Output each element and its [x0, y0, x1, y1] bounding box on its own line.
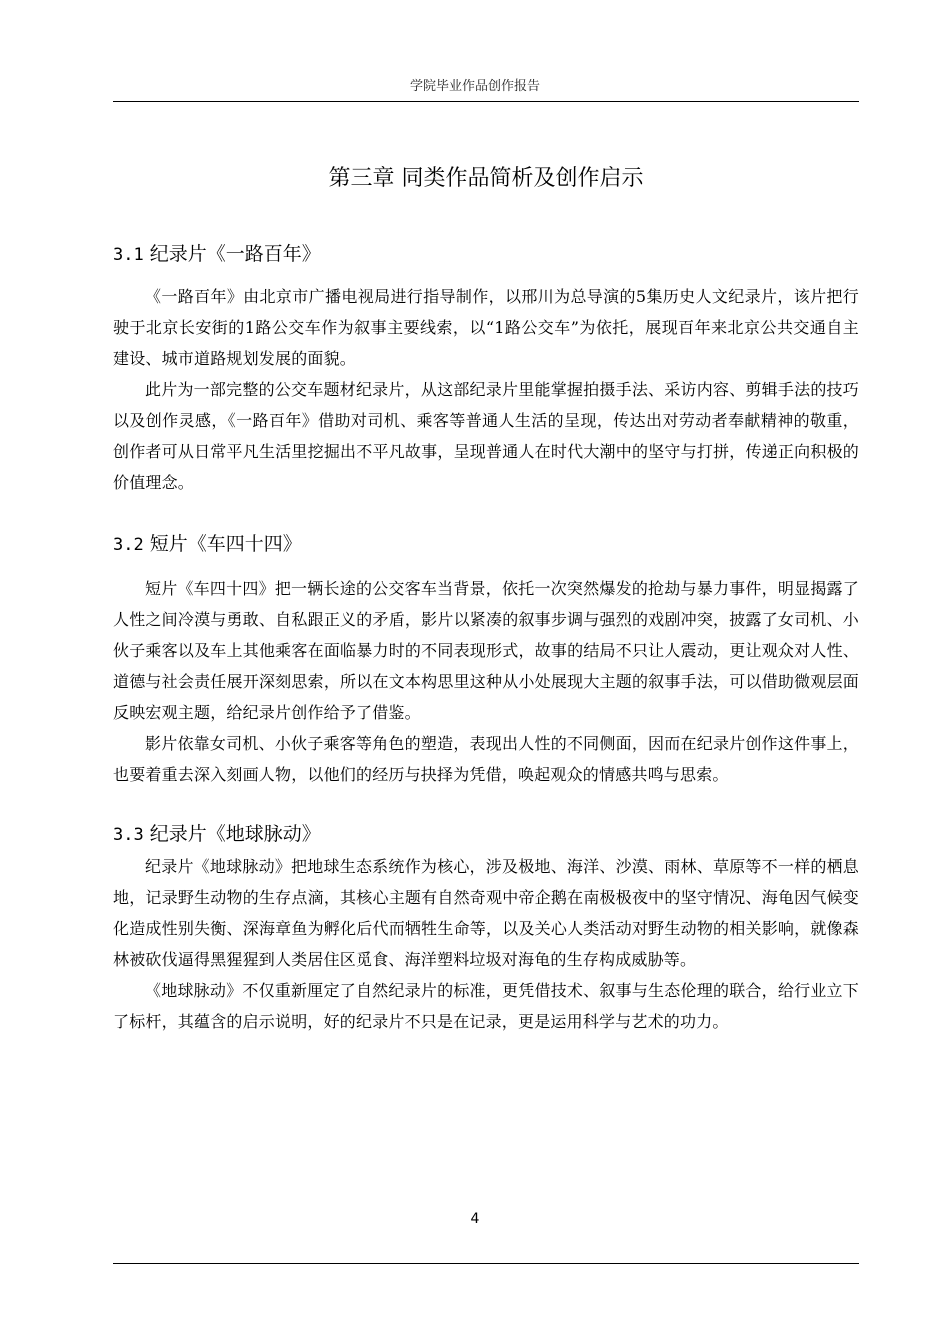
paragraph: 影片依靠女司机、小伙子乘客等角色的塑造，表现出人性的不同侧面，因而在纪录片创作这件事上，也要着重去深入刻画人物，以他们的经历与抉择为凭借，唤起观众的情感共鸣与思索。: [113, 734, 859, 784]
paragraph: 短片《车四十四》把一辆长途的公交客车当背景，依托一次突然爆发的抢劫与暴力事件，明显揭露了人性之间冷漠与勇敢、自私跟正义的矛盾，影片以紧凑的叙事步调与强烈的戏剧冲突，披露了女司机、小伙子乘客以及车上其他乘客在面临暴力时的不同表现形式，故事的结局不只让人震动，更让观众对人性、道德与社会责任展开深刻思索，所以在文本构思里这种从小处展现大主题的叙事手法，可以借助微观层面反映宏观主题，给纪录片创作给予了借鉴。: [113, 579, 859, 722]
paragraph: 《地球脉动》不仅重新厘定了自然纪录片的标准，更凭借技术、叙事与生态伦理的联合，给行业立下了标杆，其蕴含的启示说明，好的纪录片不只是在记录，更是运用科学与艺术的功力。: [113, 981, 859, 1031]
section-title-text: 纪录片《一路百年》: [149, 243, 321, 265]
section-number: 3.3: [113, 825, 144, 845]
chapter-title: 第三章 同类作品简析及创作启示: [328, 166, 644, 191]
section-3-3: [113, 820, 859, 1037]
section-number: 3.2: [113, 535, 144, 555]
footer-rule: [113, 1263, 859, 1264]
section-heading: [113, 820, 859, 849]
section-title-text: 纪录片《地球脉动》: [149, 823, 321, 845]
header-rule: [113, 101, 859, 102]
section-title-text: 短片《车四十四》: [149, 533, 302, 555]
section-number: 3.1: [113, 245, 144, 265]
paragraph: 此片为一部完整的公交车题材纪录片，从这部纪录片里能掌握拍摄手法、采访内容、剪辑手法的技巧以及创作灵感，《一路百年》借助对司机、乘客等普通人生活的呈现，传达出对劳动者奉献精神的敬重，创作者可从日常平凡生活里挖掘出不平凡故事，呈现普通人在时代大潮中的坚守与打拼，传递正向积极的价值理念。: [113, 380, 859, 492]
paragraph: 纪录片《地球脉动》把地球生态系统作为核心，涉及极地、海洋、沙漠、雨林、草原等不一样的栖息地，记录野生动物的生存点滴，其核心主题有自然奇观中帝企鹅在南极极夜中的坚守情况、海龟因气候变化造成性别失衡、深海章鱼为孵化后代而牺牲生命等，以及关心人类活动对野生动物的相关影响，就像森林被砍伐逼得黑猩猩到人类居住区觅食、海洋塑料垃圾对海龟的生存构成威胁等。: [113, 857, 859, 969]
running-header: 学院毕业作品创作报告: [409, 79, 540, 94]
paragraph: 《一路百年》由北京市广播电视局进行指导制作，以邢川为总导演的5集历史人文纪录片，该片把行驶于北京长安街的1路公交车作为叙事主要线索，以“1路公交车”为依托，展现百年来北京公共交通自主建设、城市道路规划发展的面貌。: [113, 287, 859, 368]
section-heading: [113, 240, 859, 269]
section-heading: [113, 530, 859, 559]
page-content: [113, 164, 859, 1037]
page-number: 4: [470, 1211, 480, 1227]
section-3-1: [113, 240, 859, 498]
section-3-2: [113, 530, 859, 790]
